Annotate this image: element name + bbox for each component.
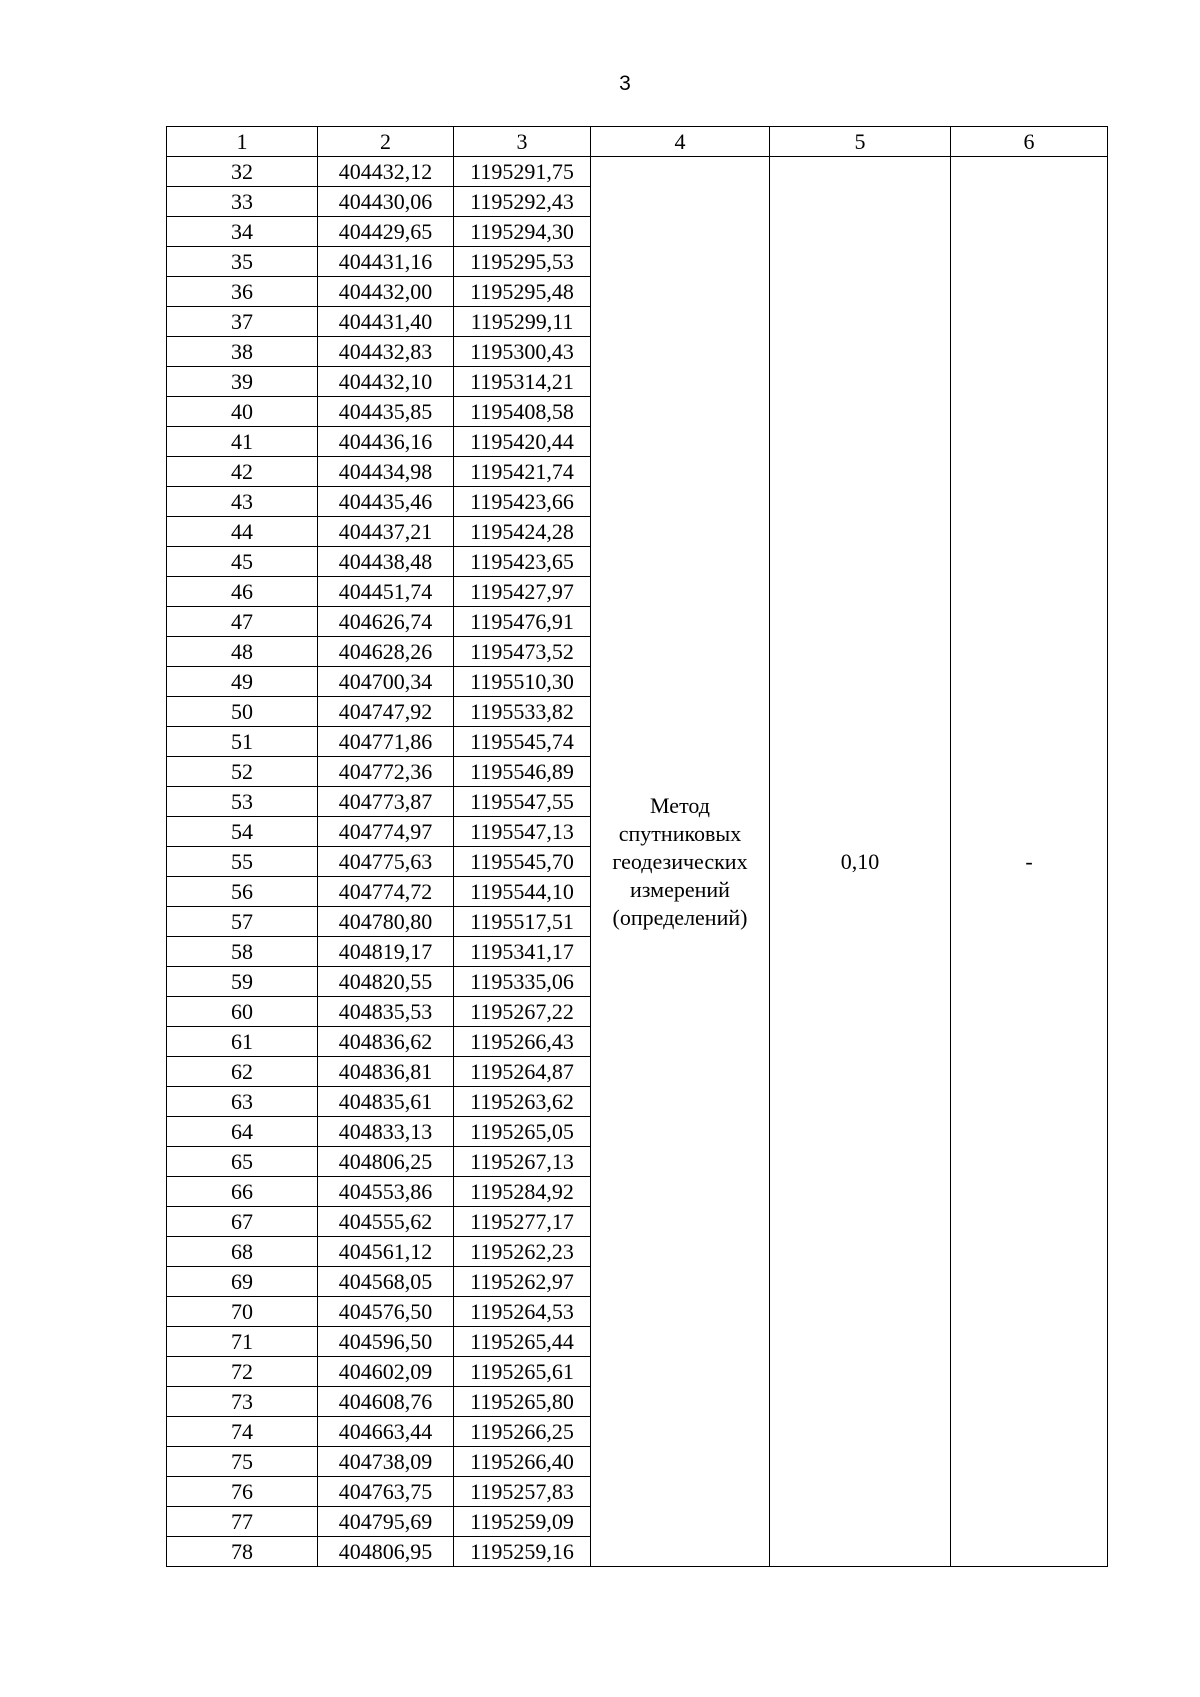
x-coordinate-cell: 404555,62 bbox=[318, 1207, 454, 1237]
point-number-cell: 50 bbox=[167, 697, 318, 727]
y-coordinate-cell: 1195267,22 bbox=[454, 997, 591, 1027]
point-number-cell: 74 bbox=[167, 1417, 318, 1447]
y-coordinate-cell: 1195265,05 bbox=[454, 1117, 591, 1147]
x-coordinate-cell: 404451,74 bbox=[318, 577, 454, 607]
y-coordinate-cell: 1195547,55 bbox=[454, 787, 591, 817]
y-coordinate-cell: 1195547,13 bbox=[454, 817, 591, 847]
table-header bbox=[167, 127, 1108, 157]
y-coordinate-cell: 1195544,10 bbox=[454, 877, 591, 907]
point-number-cell: 36 bbox=[167, 277, 318, 307]
x-coordinate-cell: 404431,40 bbox=[318, 307, 454, 337]
method-cell bbox=[591, 157, 770, 1567]
x-coordinate-cell: 404431,16 bbox=[318, 247, 454, 277]
x-coordinate-cell: 404820,55 bbox=[318, 967, 454, 997]
y-coordinate-cell: 1195263,62 bbox=[454, 1087, 591, 1117]
point-number-cell: 40 bbox=[167, 397, 318, 427]
y-coordinate-cell: 1195295,48 bbox=[454, 277, 591, 307]
point-number-cell: 43 bbox=[167, 487, 318, 517]
point-number-cell: 64 bbox=[167, 1117, 318, 1147]
x-coordinate-cell: 404568,05 bbox=[318, 1267, 454, 1297]
x-coordinate-cell: 404663,44 bbox=[318, 1417, 454, 1447]
table-body bbox=[167, 157, 1108, 1567]
y-coordinate-cell: 1195546,89 bbox=[454, 757, 591, 787]
y-coordinate-cell: 1195265,44 bbox=[454, 1327, 591, 1357]
point-number-cell: 47 bbox=[167, 607, 318, 637]
y-coordinate-cell: 1195262,23 bbox=[454, 1237, 591, 1267]
y-coordinate-cell: 1195257,83 bbox=[454, 1477, 591, 1507]
y-coordinate-cell: 1195264,87 bbox=[454, 1057, 591, 1087]
x-coordinate-cell: 404836,81 bbox=[318, 1057, 454, 1087]
method-line: Метод bbox=[650, 792, 710, 818]
y-coordinate-cell: 1195473,52 bbox=[454, 637, 591, 667]
x-coordinate-cell: 404795,69 bbox=[318, 1507, 454, 1537]
x-coordinate-cell: 404553,86 bbox=[318, 1177, 454, 1207]
x-coordinate-cell: 404835,53 bbox=[318, 997, 454, 1027]
y-coordinate-cell: 1195420,44 bbox=[454, 427, 591, 457]
x-coordinate-cell: 404608,76 bbox=[318, 1387, 454, 1417]
point-number-cell: 73 bbox=[167, 1387, 318, 1417]
y-coordinate-cell: 1195265,61 bbox=[454, 1357, 591, 1387]
y-coordinate-cell: 1195341,17 bbox=[454, 937, 591, 967]
point-number-cell: 78 bbox=[167, 1537, 318, 1567]
point-number-cell: 55 bbox=[167, 847, 318, 877]
x-coordinate-cell: 404738,09 bbox=[318, 1447, 454, 1477]
x-coordinate-cell: 404835,61 bbox=[318, 1087, 454, 1117]
point-number-cell: 37 bbox=[167, 307, 318, 337]
method-line: измерений bbox=[630, 876, 730, 902]
y-coordinate-cell: 1195291,75 bbox=[454, 157, 591, 187]
y-coordinate-cell: 1195517,51 bbox=[454, 907, 591, 937]
x-coordinate-cell: 404806,25 bbox=[318, 1147, 454, 1177]
point-number-cell: 32 bbox=[167, 157, 318, 187]
x-coordinate-cell: 404435,46 bbox=[318, 487, 454, 517]
y-coordinate-cell: 1195424,28 bbox=[454, 517, 591, 547]
point-number-cell: 63 bbox=[167, 1087, 318, 1117]
point-number-cell: 60 bbox=[167, 997, 318, 1027]
x-coordinate-cell: 404602,09 bbox=[318, 1357, 454, 1387]
point-number-cell: 66 bbox=[167, 1177, 318, 1207]
y-coordinate-cell: 1195421,74 bbox=[454, 457, 591, 487]
method-line: (определений) bbox=[612, 904, 748, 930]
point-number-cell: 42 bbox=[167, 457, 318, 487]
x-coordinate-cell: 404596,50 bbox=[318, 1327, 454, 1357]
column-6-cell: - bbox=[951, 157, 1108, 1567]
y-coordinate-cell: 1195284,92 bbox=[454, 1177, 591, 1207]
y-coordinate-cell: 1195545,74 bbox=[454, 727, 591, 757]
header-row bbox=[167, 127, 1108, 157]
point-number-cell: 62 bbox=[167, 1057, 318, 1087]
point-number-cell: 45 bbox=[167, 547, 318, 577]
x-coordinate-cell: 404628,26 bbox=[318, 637, 454, 667]
header-cell-6: 6 bbox=[951, 127, 1108, 157]
y-coordinate-cell: 1195259,16 bbox=[454, 1537, 591, 1567]
x-coordinate-cell: 404747,92 bbox=[318, 697, 454, 727]
point-number-cell: 71 bbox=[167, 1327, 318, 1357]
y-coordinate-cell: 1195299,11 bbox=[454, 307, 591, 337]
x-coordinate-cell: 404437,21 bbox=[318, 517, 454, 547]
x-coordinate-cell: 404436,16 bbox=[318, 427, 454, 457]
y-coordinate-cell: 1195277,17 bbox=[454, 1207, 591, 1237]
point-number-cell: 44 bbox=[167, 517, 318, 547]
y-coordinate-cell: 1195335,06 bbox=[454, 967, 591, 997]
x-coordinate-cell: 404763,75 bbox=[318, 1477, 454, 1507]
point-number-cell: 65 bbox=[167, 1147, 318, 1177]
coordinates-table bbox=[166, 126, 1108, 1567]
point-number-cell: 33 bbox=[167, 187, 318, 217]
y-coordinate-cell: 1195262,97 bbox=[454, 1267, 591, 1297]
point-number-cell: 70 bbox=[167, 1297, 318, 1327]
x-coordinate-cell: 404833,13 bbox=[318, 1117, 454, 1147]
point-number-cell: 75 bbox=[167, 1447, 318, 1477]
method-line: спутниковых bbox=[618, 820, 742, 846]
x-coordinate-cell: 404435,85 bbox=[318, 397, 454, 427]
y-coordinate-cell: 1195295,53 bbox=[454, 247, 591, 277]
point-number-cell: 72 bbox=[167, 1357, 318, 1387]
point-number-cell: 53 bbox=[167, 787, 318, 817]
point-number-cell: 46 bbox=[167, 577, 318, 607]
x-coordinate-cell: 404836,62 bbox=[318, 1027, 454, 1057]
x-coordinate-cell: 404432,12 bbox=[318, 157, 454, 187]
x-coordinate-cell: 404438,48 bbox=[318, 547, 454, 577]
x-coordinate-cell: 404576,50 bbox=[318, 1297, 454, 1327]
x-coordinate-cell: 404780,80 bbox=[318, 907, 454, 937]
x-coordinate-cell: 404773,87 bbox=[318, 787, 454, 817]
y-coordinate-cell: 1195267,13 bbox=[454, 1147, 591, 1177]
x-coordinate-cell: 404432,00 bbox=[318, 277, 454, 307]
header-cell-2: 2 bbox=[318, 127, 454, 157]
point-number-cell: 69 bbox=[167, 1267, 318, 1297]
point-number-cell: 52 bbox=[167, 757, 318, 787]
point-number-cell: 68 bbox=[167, 1237, 318, 1267]
x-coordinate-cell: 404772,36 bbox=[318, 757, 454, 787]
y-coordinate-cell: 1195266,40 bbox=[454, 1447, 591, 1477]
point-number-cell: 76 bbox=[167, 1477, 318, 1507]
x-coordinate-cell: 404806,95 bbox=[318, 1537, 454, 1567]
table-row bbox=[167, 157, 1108, 187]
x-coordinate-cell: 404700,34 bbox=[318, 667, 454, 697]
point-number-cell: 59 bbox=[167, 967, 318, 997]
method-line: геодезических bbox=[612, 848, 748, 874]
x-coordinate-cell: 404561,12 bbox=[318, 1237, 454, 1267]
y-coordinate-cell: 1195292,43 bbox=[454, 187, 591, 217]
point-number-cell: 67 bbox=[167, 1207, 318, 1237]
point-number-cell: 35 bbox=[167, 247, 318, 277]
header-cell-4: 4 bbox=[591, 127, 770, 157]
x-coordinate-cell: 404429,65 bbox=[318, 217, 454, 247]
point-number-cell: 41 bbox=[167, 427, 318, 457]
y-coordinate-cell: 1195476,91 bbox=[454, 607, 591, 637]
point-number-cell: 48 bbox=[167, 637, 318, 667]
point-number-cell: 57 bbox=[167, 907, 318, 937]
point-number-cell: 56 bbox=[167, 877, 318, 907]
header-cell-5: 5 bbox=[770, 127, 951, 157]
y-coordinate-cell: 1195314,21 bbox=[454, 367, 591, 397]
page-number: 3 bbox=[619, 72, 631, 95]
x-coordinate-cell: 404774,72 bbox=[318, 877, 454, 907]
point-number-cell: 38 bbox=[167, 337, 318, 367]
point-number-cell: 54 bbox=[167, 817, 318, 847]
header-cell-3: 3 bbox=[454, 127, 591, 157]
accuracy-cell: 0,10 bbox=[770, 157, 951, 1567]
x-coordinate-cell: 404432,83 bbox=[318, 337, 454, 367]
x-coordinate-cell: 404771,86 bbox=[318, 727, 454, 757]
header-cell-1: 1 bbox=[167, 127, 318, 157]
x-coordinate-cell: 404626,74 bbox=[318, 607, 454, 637]
x-coordinate-cell: 404432,10 bbox=[318, 367, 454, 397]
point-number-cell: 49 bbox=[167, 667, 318, 697]
y-coordinate-cell: 1195427,97 bbox=[454, 577, 591, 607]
point-number-cell: 61 bbox=[167, 1027, 318, 1057]
x-coordinate-cell: 404774,97 bbox=[318, 817, 454, 847]
y-coordinate-cell: 1195265,80 bbox=[454, 1387, 591, 1417]
point-number-cell: 77 bbox=[167, 1507, 318, 1537]
y-coordinate-cell: 1195264,53 bbox=[454, 1297, 591, 1327]
x-coordinate-cell: 404434,98 bbox=[318, 457, 454, 487]
point-number-cell: 51 bbox=[167, 727, 318, 757]
y-coordinate-cell: 1195266,43 bbox=[454, 1027, 591, 1057]
y-coordinate-cell: 1195294,30 bbox=[454, 217, 591, 247]
y-coordinate-cell: 1195423,65 bbox=[454, 547, 591, 577]
y-coordinate-cell: 1195266,25 bbox=[454, 1417, 591, 1447]
y-coordinate-cell: 1195533,82 bbox=[454, 697, 591, 727]
y-coordinate-cell: 1195300,43 bbox=[454, 337, 591, 367]
y-coordinate-cell: 1195545,70 bbox=[454, 847, 591, 877]
y-coordinate-cell: 1195423,66 bbox=[454, 487, 591, 517]
y-coordinate-cell: 1195510,30 bbox=[454, 667, 591, 697]
y-coordinate-cell: 1195259,09 bbox=[454, 1507, 591, 1537]
x-coordinate-cell: 404819,17 bbox=[318, 937, 454, 967]
x-coordinate-cell: 404775,63 bbox=[318, 847, 454, 877]
point-number-cell: 58 bbox=[167, 937, 318, 967]
point-number-cell: 34 bbox=[167, 217, 318, 247]
y-coordinate-cell: 1195408,58 bbox=[454, 397, 591, 427]
point-number-cell: 39 bbox=[167, 367, 318, 397]
x-coordinate-cell: 404430,06 bbox=[318, 187, 454, 217]
